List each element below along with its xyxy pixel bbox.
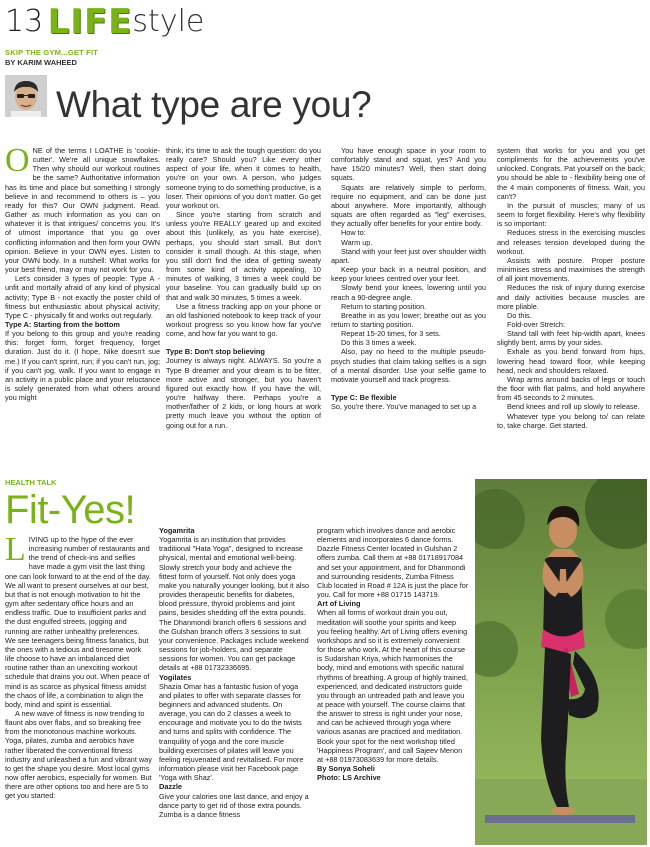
yoga-pose-image [475,479,647,845]
article2-column-3 [317,526,469,845]
paragraph: Also, pay no heed to the multiple pseudo-psych studies that claim taking selfies is a sign of a mental disorder. Use your selfie game to motivate yourself and track progress. [331,347,486,384]
list-item: Stand with your feet just over shoulder width apart. [331,246,486,265]
article1-column-4 [497,146,645,468]
section-name-bold: LIFE [47,2,133,42]
list-item: Repeat 15-20 times, for 3 sets. [341,329,441,339]
subheading: Art of Living [317,599,361,609]
paragraph: Yogamrita is an institution that provides traditional "Hata Yoga", designed to increase physical, mental and emotional well-being. Slowly stretch your body and achieve the fittest form of yourself. Not only does yoga make you naturally younger looking, but it also provides therapeutic benefits for diabetes, blood pressure, thyroid problems and joint pains, besides shedding off the extra pounds. The Dhanmondi branch offers 6 sessions and the Gulshan branch offers 3 sessions to suit your convenience. Packages include weekend sessions for job-holders, and separate sessions for women. You can get package details at +88 01732336695. [159,535,310,673]
paragraph: In the pursuit of muscles; many of us seem to forget flexibility. Here's why flexibility is so important: [497,200,645,229]
article2-column-1 [5,535,152,845]
page-number: 13 [5,4,44,39]
photo-credit: Photo: LS Archive [317,773,381,783]
paragraph: Squats are relatively simple to perform, require no equipment, and can be done just about anywhere. More importantly, although squats are often regarded as "leg" exercises, they actually offer benefits for your entire body. [331,182,486,229]
subheading: Yogamrita [159,526,195,535]
masthead [5,3,204,43]
section-name-light: style [132,4,205,39]
paragraph: You have enough space in your room to comfortably stand and squat, yes? And you have 15/20 minutes? Well, then start doing squats. [331,146,486,183]
list-item: Exhale as you bend forward from hips, lowering head toward floor, while keeping head, neck and shoulders relaxed. [497,347,645,375]
paragraph: think, it's time to ask the tough question: do you really care? Should you? Like every other aspect of your life, when it comes to health, you're on your own. A person, who judges someone trying to do something productive, is a loser. Their opinions of you don't matter. Go get your workout on. [166,146,321,210]
list-item: Reduces stress in the exercising muscles and releases tension developed during the workout. [497,228,645,256]
paragraph: A new wave of fitness is now trending to flaunt abs over flabs, and so breaking free from the monotonous machine workouts. Yoga, pilates, zumba and aerobics have rather liberated the conventional fitness industry and unleashed a fun and vibrant way to get the shape you desire. Most local gyms now offer aerobics, especially for women. But there are other options too and here are 5 to get you started: [5,708,152,801]
author-avatar [5,75,47,117]
list-item: Keep your back in a neutral position, and keep your knees centred over your feet. [331,265,486,284]
article-title: What type are you? [56,84,372,125]
article1-column-3 [331,146,486,468]
article-title: Fit-Yes! [5,488,136,532]
article2-column-2 [159,526,311,845]
article1-column-2 [166,146,321,468]
list-item: Do this 3 times a week. [341,338,417,348]
paragraph: Since you're starting from scratch and unless you're REALLY geared up and excited about this (unlikely, as you hate exercise), perhaps, you should start small. But don't consider it small though. At this stage, when you still don't find the idea of getting sweaty from some kind of activity appealing, 10 minutes of walking, 3 times a week could be your baseline. You can gradually build up on that and walk 30 minutes, 5 times a week. [166,210,321,302]
subheading: Type A: Starting from the bottom [5,319,120,329]
drop-cap: O [5,146,30,179]
list-item: Reduces the risk of injury during exercise and daily activities because muscles are more pliable. [497,283,645,311]
list-item: Warm up. [341,237,373,247]
paragraph: Shazia Omar has a fantastic fusion of yoga and pilates to offer with separate classes for beginners and advanced students. On average, you can do 2 classes a week to encourage and motivate you to do the twists and turns and splits with confidence. The tranquility of yoga and the core muscle building exercises of pilates will leave you feeling rejuvenated and revitalised. For more information please visit her Facebook page 'Yoga with Shaz'. [159,681,304,783]
paragraph: If you belong to this group and you're reading this: forget form, forget frequency, forget duration. Just do it. (I hope, Nike doesn't sue me.) If you can't sprint, run; if you can't run, jog; if you can't jog, walk. If you want to engage in an activity in a public place and your reluctance is solely generated from what others around you might [5,329,160,403]
list-item: Stand tall with feet hip-width apart, knees slightly bent, arms by your sides. [497,329,645,348]
subheading: Yogilates [159,672,192,682]
article1-column-1 [5,146,160,468]
paragraph: NE of the terms I LOATHE is 'cookie-cutter'. We're all unique snowflakes. Then why should our workout routines be the same? Authoritative information has its time and place but something I strongly believe in and recommend to others is – you ready for this? Our OWN judgment. Read. Gather as much information as you can on whatever it is that intrigues/ concerns you. It's of utmost importance that you go over conflicting information and then form your OWN opinion. Believe in your OWN eyes. Listen to your OWN body. In a nutshell: What works for your best friend, may or may not work for you. [5,146,160,275]
list-item: Assists with posture. Proper posture minimises stress and maximises the strength of all joint movements. [497,255,645,284]
paragraph: Journey is always night. ALWAYS. So you're a Type B dreamer and your dream is to be fitter, more active and stronger, but you haven't figured out exactly how. If you have the will, you're halfway there. Perhaps you're a mother/father of 2 kids, or long hours at work pretty much leave you without the option of going out for a run. [166,356,321,430]
author-portrait-icon [5,75,47,117]
list-item: Breathe in as you lower; breathe out as you return to starting position. [331,310,486,329]
article-kicker: SKIP THE GYM...GET FIT [5,48,99,57]
list-item: Return to starting position. [341,301,427,311]
yoga-photo [475,479,647,845]
list-item: Wrap arms around backs of legs or touch the floor with flat palms, and hold anywhere from 45 seconds to 2 minutes. [497,374,645,403]
article-byline: By Sonya Soheli [317,764,375,774]
list-item: Fold-over Stretch: [507,319,565,329]
paragraph: So, you're there. You've managed to set up a [331,402,477,412]
list-item: Bend knees and roll up slowly to release. [507,402,640,412]
section-tag: HEALTH TALK [5,478,57,487]
list-item: Whatever type you belong to/ can relate to, take charge. Get started. [497,411,645,430]
paragraph: Use a fitness tracking app on your phone or an old fashioned notebook to keep track of your workout progress so you know how far you've come, and how far you want to go. [166,301,321,339]
paragraph: system that works for you and you get compliments for the achievements you've unlocked. Congrats. Pat yourself on the back; you should be able to - flexibility being one of the 4 main components of fitness. Wait, you can't? [497,146,645,201]
paragraph: program which involves dance and aerobic elements and incorporates 6 dance forms. Dazzle Fitness Center located in Gulshan 2 offers zumba. Call them at +88 01718917084 and set your appointment, and for Dhanmondi and surrounding residents, Zumba Fitness Club located in Road # 12A is just the place for you. Call for more +88 01715 143719. [317,526,469,600]
paragraph: Let's consider 3 types of people: Type A - unfit and mortally afraid of any kind of physical activity; Type B - not exactly the poster child of fitness but enthusiastic about physical activity; Type C - physically fit and works out regularly. [5,274,160,320]
paragraph: When all forms of workout drain you out, meditation will soothe your spirits and keep you feeling healthy. Art of Living offers evening workshops and so it is extremely convenient for those who work. At the heart of this course is Sudarshan Kriya, which harmonises the body, mind and emotions with specific natural rhythms of breathing. A group of highly trained, experienced, and dedicated instructors guide you through an untreaded path and leave you at peace with yourself. The course claims that the answer to stress is right under your nose, and can be achieved through yoga where various asanas are practiced and meditation. Book your spot for the next workshop titled 'Happiness Program', and call Sajeev Menon at +88 01973083639 for more details. [317,608,468,764]
paragraph: Give your calories one last dance, and enjoy a dance party to get rid of those extra pounds. Zumba is a dance fitness [159,791,309,819]
list-item: Do this. [507,310,532,320]
subheading: Type C: Be flexible [331,393,397,403]
drop-cap: L [5,535,26,568]
article-byline: BY KARIM WAHEED [5,58,77,67]
paragraph: IVING up to the hype of the ever increasing number of restaurants and the trend of check-ins and selfies have made a gym visit the last thing one can look forward to at the end of the day. We all want to present ourselves at our best, but that is not enough motivation to hit the gym after sedentary office hours and an endless traffic. Due to insufficient parks and the dust engulfed streets, jogging and running are rather unhealthy preferences. We see teenagers being fitness fanatics, but the ones with a tedious and tiresome work life choose to have an imbalanced diet routine rather than an unexciting workout schedule that drains you out. When peace of mind is as scarce as physical fitness amidst the chaos of life, a combination to align the body, mind and spirit is essential. [5,535,151,709]
list-item: How to: [341,228,366,238]
subheading: Dazzle [159,782,183,792]
list-item: Slowly bend your knees, lowering until you reach a 90-degree angle. [331,283,486,302]
subheading: Type B: Don't stop believing [166,347,265,357]
